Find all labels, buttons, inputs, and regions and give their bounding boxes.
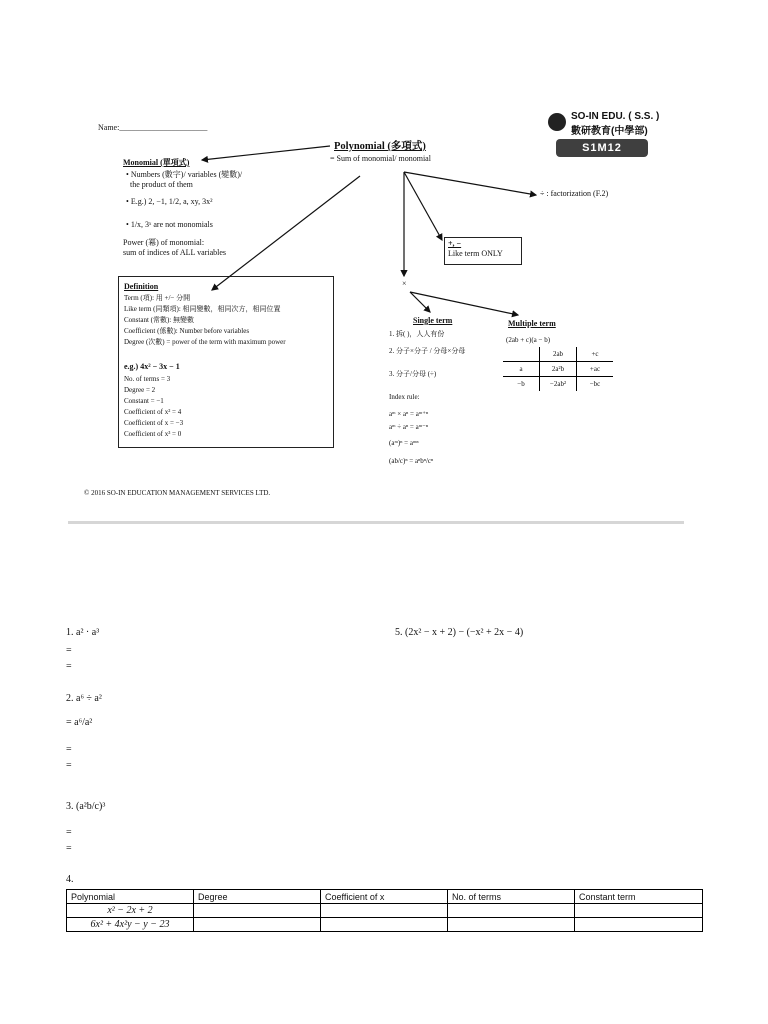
polynomial-cell: 6x² + 4x²y − y − 23 xyxy=(67,918,194,932)
multiple-term-heading: Multiple term xyxy=(508,319,556,328)
q3-step-2: = xyxy=(66,843,72,854)
header-no-of-terms: No. of terms xyxy=(448,890,575,904)
degree-cell[interactable] xyxy=(194,904,321,918)
copyright-notice: © 2016 SO-IN EDUCATION MANAGEMENT SERVICES LTD. xyxy=(84,489,271,497)
q2-step-2: = xyxy=(66,744,72,755)
logo-line-2: 數研教育(中學部) xyxy=(571,126,648,137)
definition-results: No. of terms = 3 Degree = 2 Constant = −1 Coefficient of x² = 4 Coefficient of x = −3 Coefficient of x³ = 0 xyxy=(124,375,184,438)
table-row xyxy=(67,918,703,932)
name-field-label: Name:______________________ xyxy=(98,123,208,132)
q1-step-2: = xyxy=(66,661,72,672)
header-constant-term: Constant term xyxy=(575,890,703,904)
question-3: 3. (a²b/c)³ xyxy=(66,801,106,812)
question-5: 5. (2x² − x + 2) − (−x² + 2x − 4) xyxy=(395,627,524,638)
monomial-heading: Monomial (單項式) xyxy=(123,158,190,167)
monomial-bullet-1: • Numbers (數字)/ variables (變數)/ the product of them xyxy=(126,170,243,189)
table-row xyxy=(67,904,703,918)
degree-cell[interactable] xyxy=(194,918,321,932)
header-polynomial: Polynomial xyxy=(67,890,194,904)
logo-line-1: SO-IN EDU. ( S.S. ) xyxy=(571,111,660,122)
monomial-bullet-3: • 1/x, 3ˣ are not monomials xyxy=(126,220,213,229)
coefficient-cell[interactable] xyxy=(321,904,448,918)
q2-step-3: = xyxy=(66,760,72,771)
header-coefficient-x: Coefficient of x xyxy=(321,890,448,904)
single-term-heading: Single term xyxy=(413,316,453,325)
multiply-label: × xyxy=(402,279,407,288)
polynomial-table xyxy=(66,889,703,932)
constant-cell[interactable] xyxy=(575,918,703,932)
definition-heading: Definition xyxy=(124,282,159,291)
polynomial-definition: = Sum of monomial/ monomial xyxy=(330,154,431,163)
terms-cell[interactable] xyxy=(448,904,575,918)
multiple-term-expression: (2ab + c)(a − b) xyxy=(506,336,551,344)
terms-cell[interactable] xyxy=(448,918,575,932)
monomial-bullet-2: • E.g.) 2, −1, 1/2, a, xy, 3x² xyxy=(126,197,213,206)
multiplication-grid: 2ab +c a 2a²b +ac −b −2ab² −bc xyxy=(503,347,613,391)
unit-code-badge: S1M12 xyxy=(556,139,648,157)
question-2: 2. a⁶ ÷ a² xyxy=(66,693,102,704)
header-degree: Degree xyxy=(194,890,321,904)
polynomial-title: Polynomial (多項式) xyxy=(334,141,426,152)
table-header-row xyxy=(67,890,703,904)
factorization-note: ÷ : factorization (F.2) xyxy=(540,189,609,198)
constant-cell[interactable] xyxy=(575,904,703,918)
question-1: 1. a² · a³ xyxy=(66,627,100,638)
q3-step-1: = xyxy=(66,827,72,838)
definition-lines: Term (項): 用 +/− 分開 Like term (同類項): 相同變數，相同次方，相同位置 Constant (常數): 無變數 Coefficient (係數): Number before variables Degree (次數) = power of the term with maximum power xyxy=(124,294,286,346)
like-term-box: +, − Like term ONLY xyxy=(444,237,522,265)
q2-step-1: = a⁶/a² xyxy=(66,717,93,728)
coefficient-cell[interactable] xyxy=(321,918,448,932)
q1-step-1: = xyxy=(66,645,72,656)
single-term-rules: 1. 拆( )，人人有份 2. 分子×分子 / 分母×分母 3. 分子/分母 (÷) Index rule: aᵐ × aⁿ = aᵐ⁺ⁿ aᵐ ÷ aⁿ = aᵐ⁻ⁿ (aᵐ)ⁿ = aᵐⁿ (ab/c)ⁿ = aⁿbⁿ/cⁿ xyxy=(389,330,466,465)
question-4: 4. xyxy=(66,874,74,885)
monomial-power: Power (冪) of monomial: sum of indices of ALL variables xyxy=(123,238,227,257)
definition-example: e.g.) 4x² − 3x − 1 xyxy=(124,362,180,371)
polynomial-cell: x² − 2x + 2 xyxy=(67,904,194,918)
